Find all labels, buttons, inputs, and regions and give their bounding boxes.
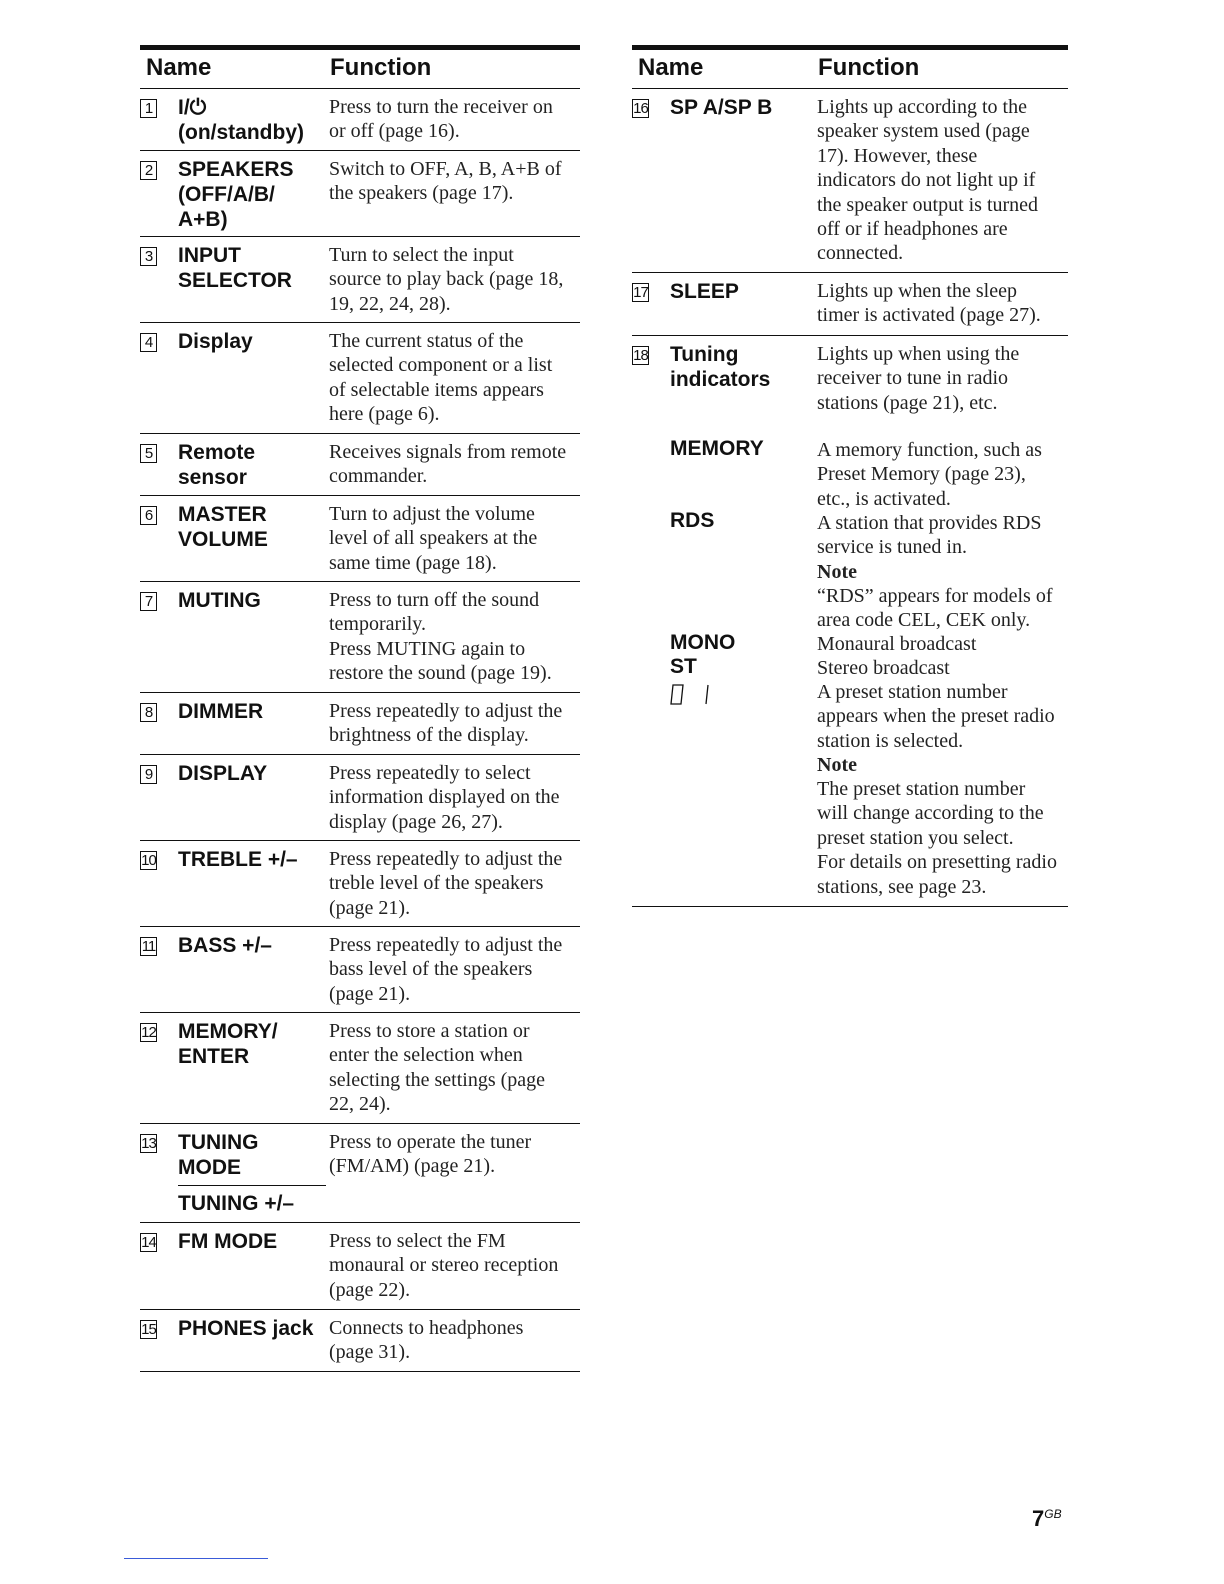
seven-segment-01-icon — [670, 682, 720, 708]
item-name: MEMORY/ ENTER — [178, 1020, 278, 1068]
item-function: Receives signals from remote commander. — [329, 441, 567, 488]
page-number-suffix: GB — [1044, 1507, 1062, 1521]
item-name: SLEEP — [670, 280, 739, 303]
item-name: DIMMER — [178, 700, 264, 723]
item-function: Press repeatedly to adjust the bass level of the speakers (page 21). — [329, 934, 563, 1005]
table-row — [632, 273, 1068, 336]
item-name: TUNING MODE — [178, 1131, 259, 1179]
table-row — [140, 927, 580, 1013]
item-number: 16 — [633, 100, 648, 117]
item-number: 18 — [633, 347, 648, 364]
item-number: 11 — [141, 938, 156, 955]
header-function: Function — [330, 54, 432, 81]
item-number: 6 — [140, 506, 157, 525]
item-number: 12 — [141, 1024, 156, 1041]
indicator-mono: MONO — [670, 631, 736, 654]
item-name: FM MODE — [178, 1230, 278, 1253]
item-function: Press repeatedly to adjust the brightness of the display. — [329, 700, 563, 747]
item-name: PHONES jack — [178, 1317, 314, 1340]
indicator-preset-note: The preset station number will change according to the preset station you select. For details on presetting radio stations, see page 23. — [817, 778, 1057, 898]
item-number: 14 — [141, 1234, 156, 1251]
item-number: 13 — [141, 1135, 156, 1152]
item-name: MUTING — [178, 589, 261, 612]
page-number-value: 7 — [1032, 1506, 1045, 1531]
note-label: Note — [817, 754, 857, 776]
table-row — [140, 1013, 580, 1124]
indicator-rds-desc: A station that provides RDS service is tuned in. — [817, 512, 1042, 559]
item-name: SPEAKERS (OFF/A/B/ A+B) — [178, 158, 294, 231]
note-label: Note — [817, 561, 857, 583]
item-number: 5 — [140, 444, 157, 463]
table-row — [140, 323, 580, 434]
table-row — [140, 1124, 580, 1223]
item-name-sub: TUNING +/– — [178, 1192, 295, 1215]
item-function: Turn to adjust the volume level of all speakers at the same time (page 18). — [329, 503, 538, 574]
bottom-rule — [124, 1558, 268, 1559]
item-name: INPUT SELECTOR — [178, 244, 292, 292]
table-top-rule — [140, 45, 580, 50]
item-name: Tuning indicators — [670, 343, 771, 391]
header-name: Name — [146, 54, 212, 81]
item-number: 3 — [140, 247, 157, 266]
item-name: DISPLAY — [178, 762, 268, 785]
item-function: The current status of the selected component or a list of selectable items appears here (page 6). — [329, 330, 553, 426]
indicator-rds: RDS — [670, 509, 715, 532]
item-number: 4 — [140, 333, 157, 352]
table-row — [140, 1310, 580, 1372]
header-function: Function — [818, 54, 920, 81]
sub-row-divider — [178, 1185, 326, 1186]
item-function: Press to turn off the sound temporarily. Press MUTING again to restore the sound (page 19). — [329, 589, 552, 685]
item-function: Lights up according to the speaker system used (page 17). However, these indicators do not light up if the speaker output is turned off or if headphones are connected. — [817, 96, 1039, 265]
table-row — [140, 755, 580, 841]
item-function: Press to turn the receiver on or off (page 16). — [329, 96, 553, 143]
item-function: Press repeatedly to select information displayed on the display (page 26, 27). — [329, 762, 560, 833]
item-number: 7 — [140, 592, 157, 611]
table-row — [140, 89, 580, 151]
header-name: Name — [638, 54, 704, 81]
item-function: Connects to headphones (page 31). — [329, 1317, 524, 1364]
item-function: Turn to select the input source to play back (page 18, 19, 22, 24, 28). — [329, 244, 564, 315]
table-row — [140, 841, 580, 927]
indicator-memory: MEMORY — [670, 437, 764, 460]
table-header — [140, 52, 580, 89]
item-name: TREBLE +/– — [178, 848, 298, 871]
item-number: 15 — [141, 1321, 156, 1338]
indicator-rds-note: “RDS” appears for models of area code CEL, CEK only. — [817, 585, 1053, 632]
page-number — [1032, 1506, 1062, 1532]
item-name: MASTER VOLUME — [178, 503, 268, 551]
indicator-preset-desc: A preset station number appears when the preset radio station is selected. — [817, 681, 1055, 752]
item-number: 10 — [141, 852, 156, 869]
item-function: Lights up when the sleep timer is activated (page 27). — [817, 280, 1041, 327]
item-name: BASS +/– — [178, 934, 272, 957]
table-row — [140, 496, 580, 582]
item-name: SP A/SP B — [670, 96, 773, 119]
item-function: Lights up when using the receiver to tune in radio stations (page 21), etc. — [817, 343, 1020, 414]
item-function: Press to store a station or enter the selection when selecting the settings (page 22, 24). — [329, 1020, 546, 1116]
item-function: Press repeatedly to adjust the treble level of the speakers (page 21). — [329, 848, 563, 919]
table-header — [632, 52, 1068, 89]
item-function: Press to select the FM monaural or stereo reception (page 22). — [329, 1230, 559, 1301]
item-number: 17 — [633, 284, 648, 301]
preset-number-icon — [670, 682, 720, 713]
table-top-rule — [632, 45, 1068, 50]
item-name: Display — [178, 330, 253, 353]
item-number: 9 — [140, 765, 157, 784]
item-number: 8 — [140, 703, 157, 722]
item-number: 2 — [140, 161, 157, 180]
table-row — [140, 582, 580, 693]
table-row-tuning-indicators — [632, 336, 1068, 907]
table-row — [140, 1223, 580, 1310]
table-row — [140, 151, 580, 237]
table-row — [632, 89, 1068, 273]
item-function: Switch to OFF, A, B, A+B of the speakers (page 17). — [329, 158, 562, 205]
indicator-st: ST — [670, 655, 697, 678]
item-number: 1 — [140, 99, 157, 118]
table-row — [140, 237, 580, 323]
table-row — [140, 434, 580, 496]
indicator-st-desc: Stereo broadcast — [817, 657, 950, 679]
item-function: Press to operate the tuner (FM/AM) (page 21). — [329, 1131, 532, 1178]
table-row — [140, 693, 580, 755]
item-name: I/⏻ (on/standby) — [178, 96, 304, 144]
indicator-memory-desc: A memory function, such as Preset Memory (page 23), etc., is activated. — [817, 439, 1042, 510]
item-name: Remote sensor — [178, 441, 256, 489]
indicator-mono-desc: Monaural broadcast — [817, 633, 977, 655]
